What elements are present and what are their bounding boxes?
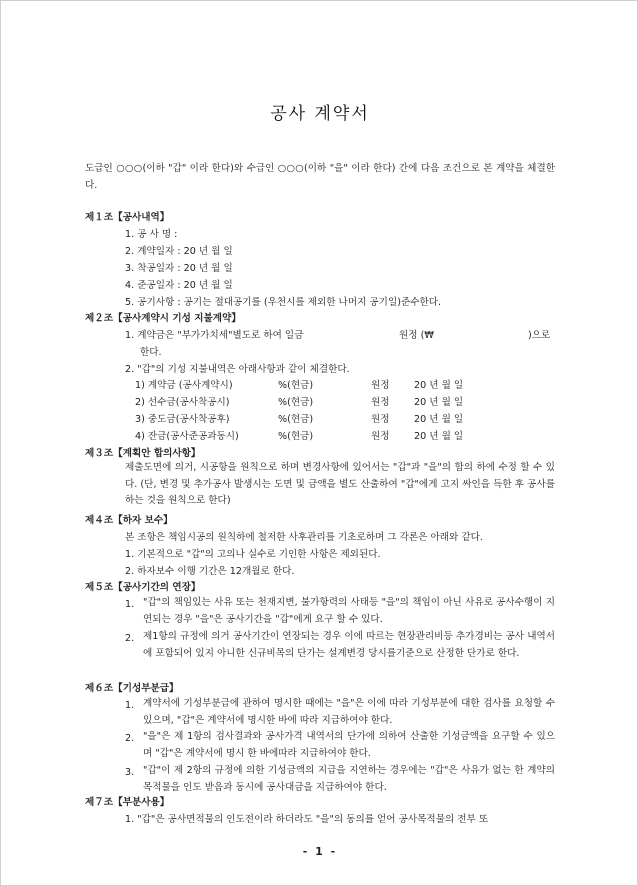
article-7-item: 1. "갑"은 공사면적물의 인도전이라 하더라도 "을"의 동의를 얻어 공사목적물의 전부 또 <box>125 814 489 825</box>
article-6-item: "갑"이 제 2항의 규정에 의한 기성금액의 지급을 지연하는 경우에는 "갑"은 사유가 없는 한 계약의 목적물을 인도 받음과 동시에 공사대금을 지급하여야 한다. <box>143 765 555 793</box>
intro-paragraph: 도급인 ○○○(이하 "갑" 이라 한다)와 수급인 ○○○(이하 "을" 이라 한다) 간에 다음 조건으로 본 계약을 체결한다. <box>85 163 555 191</box>
article-3-heading: 제３조【계획안 합의사항】 <box>85 448 201 459</box>
article-5-heading: 제５조【공사기간의 연장】 <box>85 582 201 593</box>
article-5-item: "갑"의 책임있는 사유 또는 천재지변, 불가항력의 사태등 "을"의 책임이 아닌 사유로 공사수행이 지연되는 경우 "을"은 공사기간을 "갑"에게 요구 할 수 있다. <box>143 597 555 625</box>
article-2-heading: 제２조【공사계약시 기성 지불계약】 <box>85 313 241 324</box>
payment-percent: %(현금) <box>278 414 314 425</box>
article-4-item: 1. 기본적으로 "갑"의 고의나 실수로 기인한 사항은 제외된다. <box>125 549 381 560</box>
payment-won: 원정 <box>371 414 390 425</box>
payment-date: 20 년 월 일 <box>414 380 464 391</box>
article-6-item: 계약서에 기성부분급에 관하여 명시한 때에는 "을"은 이에 따라 기성부분에 대한 검사를 요청할 수 있으며, "갑"은 계약서에 명시한 바에 따라 지급하여야 한다. <box>143 698 555 726</box>
article-3-body: 제출도면에 의거, 시공항을 원칙으로 하며 변경사항에 있어서는 "갑"과 "을"의 합의 하에 수정 할 수 있다. (단, 변경 및 추가공사 발생시는 도면 및 금액을 별도 산출하여 "갑"에게 고지 싸인을 득한 후 공사를 하는 것을 원칙으로 한다) <box>125 462 555 506</box>
article-4-body: 본 조항은 책임시공의 원칙하에 철저한 사후관리를 기초로하며 그 각론은 아래와 같다. <box>125 532 483 543</box>
item-number: 2. <box>125 633 135 644</box>
article-4-item: 2. 하자보수 이행 기간은 12개월로 한다. <box>125 566 295 577</box>
payment-won: 원정 <box>371 397 390 408</box>
page-title: 공사 계약서 <box>270 104 370 124</box>
article-7-heading: 제７조【부분사용】 <box>85 797 170 808</box>
contract-amount-won: 원정 (₩ <box>399 330 434 341</box>
article-4-heading: 제４조【하자 보수】 <box>85 515 173 526</box>
payment-percent: %(현금) <box>278 431 314 442</box>
payment-won: 원정 <box>371 380 390 391</box>
article-1-item: 5. 공기사항 : 공기는 절대공기를 (우천시를 제외한 나머지 공기일)준수한다. <box>125 297 442 308</box>
item-number: 1. <box>125 599 135 610</box>
item-number: 3. <box>125 767 135 778</box>
payment-schedule-intro: 2. "갑"의 기성 지불내역은 아래사항과 같이 체결한다. <box>125 364 350 375</box>
article-1-item: 4. 준공일자 : 20 년 월 일 <box>125 280 233 291</box>
payment-date: 20 년 월 일 <box>414 397 464 408</box>
payment-label: 4) 잔금(공사준공과동시) <box>135 431 239 442</box>
article-1-item: 3. 착공일자 : 20 년 월 일 <box>125 263 233 274</box>
page-number: - 1 - <box>302 845 338 858</box>
contract-amount-end: )으로 <box>528 330 551 341</box>
article-6-item: "을"은 제 1항의 검사결과와 공사가격 내역서의 단가에 의하여 산출한 기성금액을 요구할 수 있으며 "갑"은 계약서에 명시 한 바에따라 지급하여야 한다. <box>143 731 555 759</box>
payment-label: 1) 계약금 (공사계약시) <box>135 380 233 391</box>
article-1-item: 2. 계약일자 : 20 년 월 일 <box>125 246 233 257</box>
payment-label: 2) 선수금(공사착공시) <box>135 397 230 408</box>
article-1-item: 1. 공 사 명 : <box>125 229 178 240</box>
payment-date: 20 년 월 일 <box>414 431 464 442</box>
payment-label: 3) 중도금(공사착공후) <box>135 414 230 425</box>
payment-date: 20 년 월 일 <box>414 414 464 425</box>
item-number: 2. <box>125 733 135 744</box>
payment-percent: %(현금) <box>278 397 314 408</box>
payment-won: 원정 <box>371 431 390 442</box>
contract-amount-cont: 한다. <box>140 347 162 358</box>
contract-amount-line: 1. 계약금은 "부가가치세"별도로 하여 일금 <box>125 330 304 341</box>
article-6-heading: 제６조【기성부분급】 <box>85 683 179 694</box>
article-5-item: 제1항의 규정에 의거 공사기간이 연장되는 경우 이에 따르는 현장관리비등 추가경비는 공사 내역서에 포함되어 있지 아니한 신규비목의 단가는 설계변경 당시를기준으로 산정한 단가로 한다. <box>143 631 555 659</box>
payment-percent: %(현금) <box>278 380 314 391</box>
item-number: 1. <box>125 700 135 711</box>
article-1-heading: 제１조【공사내역】 <box>85 212 170 223</box>
